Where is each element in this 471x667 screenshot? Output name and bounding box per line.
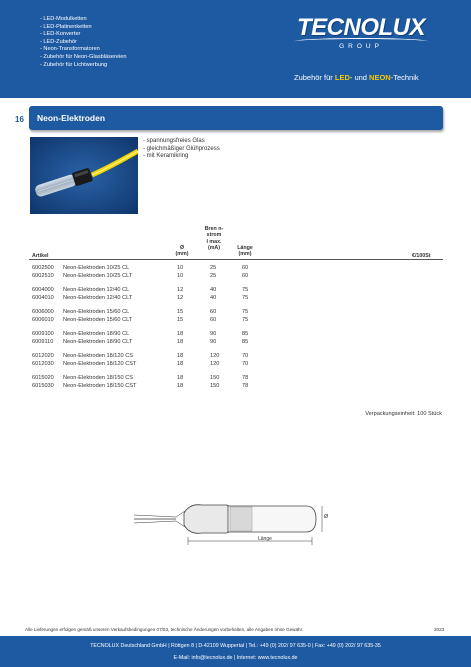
article-number: 6002510	[32, 273, 54, 279]
article-number: 6002500	[32, 265, 54, 271]
table-row	[29, 353, 443, 361]
current-value: 150	[210, 383, 220, 389]
table-row	[29, 265, 443, 273]
col-header-current	[201, 226, 227, 252]
tagline-part: -Technik	[390, 73, 419, 82]
category-item: - Zubehör für Neon-Glasbläsereien	[40, 53, 127, 60]
table-row	[29, 309, 443, 317]
category-item: - LED-Platinenketten	[40, 23, 92, 30]
technical-drawing	[130, 491, 350, 551]
article-number: 6009110	[32, 339, 54, 345]
product-name: Neon-Elektroden 18/90 CL	[63, 331, 130, 337]
length-value: 70	[242, 361, 249, 367]
col-header-current-unit: (mA)	[207, 245, 221, 252]
product-category-list	[40, 16, 126, 69]
product-table-body	[29, 265, 443, 391]
current-value: 90	[210, 331, 217, 337]
length-value: 85	[242, 331, 249, 337]
col-header-current-line: strom	[206, 232, 222, 239]
page-footer	[0, 636, 471, 667]
tagline-part: Zubehör für	[294, 73, 335, 82]
legal-note: Alle Lieferungen erfolgen gemäß unseren Verkaufsbedingungen 07/03, technische Änderungen vorbehalten, alle Angaben ohne Gewähr.	[25, 627, 304, 632]
section-title-bar	[29, 106, 443, 130]
current-value: 25	[210, 265, 217, 271]
feature-item: - gleichmäßiger Glühprozess	[143, 145, 220, 152]
col-header-price: €/100St	[412, 253, 431, 259]
diameter-value: 18	[177, 339, 184, 345]
page-header	[0, 0, 471, 98]
current-value: 60	[210, 309, 217, 315]
col-header-diameter-symbol: Ø	[179, 245, 185, 251]
product-name: Neon-Elektroden 18/90 CLT	[63, 339, 133, 345]
diameter-value: 10	[177, 273, 184, 279]
category-item: - LED-Zubehör	[40, 38, 77, 45]
tagline	[294, 73, 419, 82]
product-photo	[30, 137, 138, 214]
category-item: - LED-Konverter	[40, 31, 81, 38]
col-header-length	[233, 245, 257, 258]
page-number: 16	[15, 115, 24, 124]
electrode-drawing	[130, 491, 350, 551]
article-number: 6006000	[32, 309, 54, 315]
article-number: 6009100	[32, 331, 54, 337]
col-header-current-line: I max.	[206, 238, 222, 245]
table-row	[29, 361, 443, 369]
article-number: 6012020	[32, 353, 54, 359]
diameter-value: 18	[177, 361, 184, 367]
table-row	[29, 273, 443, 281]
current-value: 150	[210, 375, 220, 381]
product-name: Neon-Elektroden 18/150 CS	[63, 375, 133, 381]
product-name: Neon-Elektroden 15/60 CL	[63, 309, 130, 315]
logo-group-text: GROUP	[339, 43, 383, 50]
current-value: 90	[210, 339, 217, 345]
current-value: 40	[210, 287, 217, 293]
diameter-value: 15	[177, 309, 184, 315]
length-value: 70	[242, 353, 249, 359]
current-value: 40	[210, 295, 217, 301]
feature-item: - mit Keramikring	[143, 153, 189, 160]
article-number: 6004010	[32, 295, 54, 301]
tagline-part: - und	[349, 73, 370, 82]
col-header-current-line: Bren n-	[204, 226, 224, 232]
logo-wordmark: TECNOLUX	[297, 14, 425, 41]
diameter-value: 10	[177, 265, 184, 271]
length-value: 75	[242, 295, 249, 301]
article-number: 6006010	[32, 317, 54, 323]
current-value: 120	[210, 361, 220, 367]
product-name: Neon-Elektroden 12/40 CLT	[63, 295, 133, 301]
article-number: 6015030	[32, 383, 54, 389]
current-value: 60	[210, 317, 217, 323]
product-name: Neon-Elektroden 10/25 CLT	[63, 273, 133, 279]
length-value: 78	[242, 375, 249, 381]
diameter-value: 18	[177, 353, 184, 359]
length-value: 78	[242, 383, 249, 389]
product-name: Neon-Elektroden 12/40 CL	[63, 287, 130, 293]
col-header-length-unit: (mm)	[238, 251, 252, 258]
product-name: Neon-Elektroden 18/150 CST	[63, 383, 137, 389]
article-number: 6012030	[32, 361, 54, 367]
diameter-value: 12	[177, 295, 184, 301]
product-name: Neon-Elektroden 18/120 CS	[63, 353, 133, 359]
feature-list	[143, 138, 220, 161]
section-title: Neon-Elektroden	[37, 113, 106, 123]
tecnolux-logo	[286, 14, 436, 58]
company-address: TECNOLUX Deutschland GmbH | Röttgen 8 | D-42109 Wuppertal | Tel.: +49 (0) 202/ 97 635-0 | Fax: +49 (0) 202/ 97 635-35	[90, 643, 381, 649]
category-item: - Neon-Transformatoren	[40, 46, 100, 53]
length-value: 75	[242, 287, 249, 293]
length-value: 75	[242, 317, 249, 323]
length-value: 60	[242, 273, 249, 279]
category-item: - LED-Modulketten	[40, 16, 87, 22]
catalog-year: 2023	[434, 627, 445, 632]
table-row	[29, 317, 443, 325]
product-name: Neon-Elektroden 10/25 CL	[63, 265, 130, 271]
diameter-value: 12	[177, 287, 184, 293]
diameter-value: 18	[177, 375, 184, 381]
table-row	[29, 295, 443, 303]
article-number: 6015020	[32, 375, 54, 381]
article-number: 6004000	[32, 287, 54, 293]
feature-item: - spannungsfreies Glas	[143, 138, 205, 144]
current-value: 25	[210, 273, 217, 279]
company-contact: E-Mail: info@tecnolux.de | Internet: www.tecnolux.de	[173, 655, 298, 661]
col-header-diameter	[175, 245, 189, 258]
category-item: - Zubehör für Lichtwerbung	[40, 61, 108, 68]
table-row	[29, 287, 443, 295]
length-dimension-label: Länge	[258, 536, 272, 542]
diameter-value: 18	[177, 383, 184, 389]
current-value: 120	[210, 353, 220, 359]
table-row	[29, 375, 443, 383]
packaging-unit: Verpackungseinheit: 100 Stück	[365, 411, 442, 417]
table-row	[29, 383, 443, 391]
table-row	[29, 331, 443, 339]
tagline-neon: NEON	[369, 73, 391, 82]
length-value: 60	[242, 265, 249, 271]
col-header-diameter-unit: (mm)	[175, 251, 189, 258]
length-value: 85	[242, 339, 249, 345]
table-row	[29, 339, 443, 347]
col-header-artikel: Artikel	[32, 253, 49, 259]
diameter-dimension-label: Ø	[324, 514, 329, 520]
product-name: Neon-Elektroden 18/120 CST	[63, 361, 137, 367]
diameter-value: 18	[177, 331, 184, 337]
col-header-length-label: Länge	[237, 245, 253, 251]
tagline-led: LED	[334, 73, 350, 82]
electrode-photo-illustration	[30, 137, 138, 214]
table-header-divider	[29, 259, 443, 260]
length-value: 75	[242, 309, 249, 315]
product-name: Neon-Elektroden 15/60 CLT	[63, 317, 133, 323]
diameter-value: 15	[177, 317, 184, 323]
